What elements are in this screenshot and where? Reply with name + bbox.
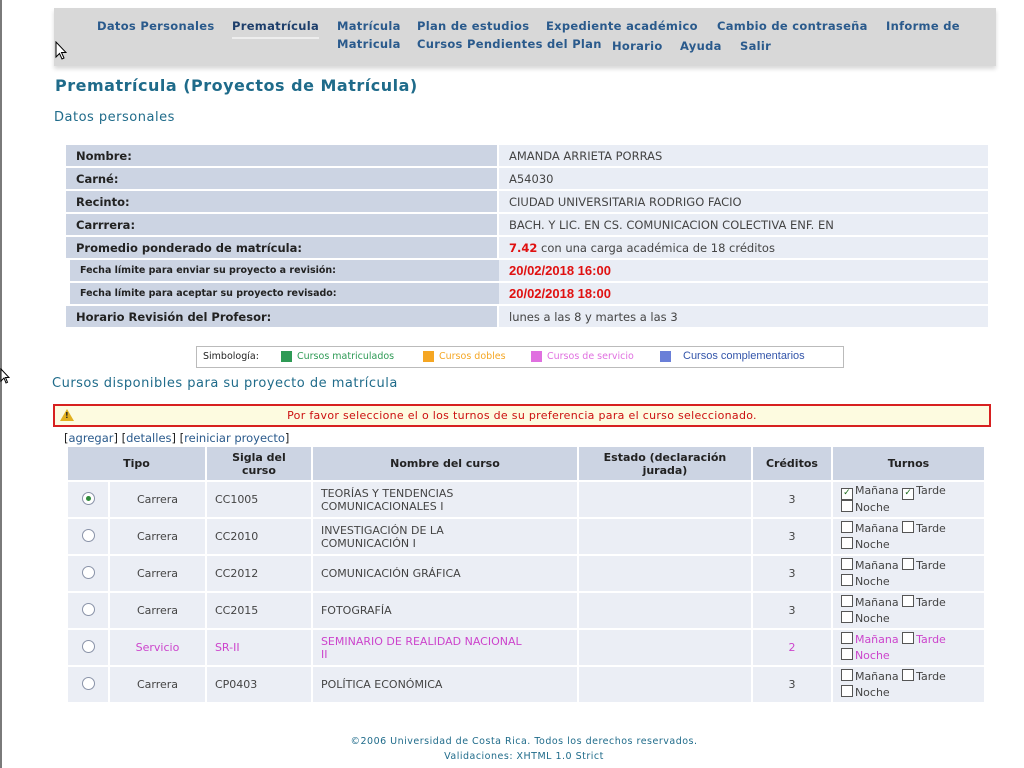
value-carrera: BACH. Y LIC. EN CS. COMUNICACION COLECTIVA ENF. EN [499,214,988,235]
header-estado [579,447,751,480]
turno-tarde-checkbox[interactable] [902,521,914,533]
promedio-number: 7.42 [509,240,538,255]
swatch-dobles [423,351,434,362]
label-carrera: Carrrera: [66,214,499,235]
value-promedio [499,237,988,258]
value-horario: lunes a las 8 y martes a las 3 [499,306,988,327]
course-actions: [agregar] [detalles] [reiniciar proyecto] [64,431,290,445]
course-creditos: 3 [753,519,831,554]
course-tipo: Carrera [110,556,205,591]
course-nombre-2: COMUNICACIÓN I [320,536,416,550]
label-fecha-acepta: Fecha límite para aceptar su proyecto revisado: [66,283,499,304]
label-promedio: Promedio ponderado de matrícula: [66,237,499,258]
course-sigla: CC2012 [207,556,311,591]
turno-noche-label: Noche [854,574,890,588]
warning-banner [53,404,991,427]
label-recinto: Recinto: [66,191,499,212]
row-fecha-acepta [66,283,988,304]
personal-heading: Datos personales [54,110,175,125]
agregar-link[interactable]: agregar [68,431,114,445]
course-radio-cell [68,593,108,628]
table-row [68,667,984,702]
turno-noche-checkbox[interactable] [841,574,853,586]
turno-manana-checkbox[interactable] [841,632,853,644]
course-radio[interactable] [82,677,95,690]
course-nombre-1: TEORÍAS Y TENDENCIAS [320,486,454,500]
course-creditos: 3 [753,667,831,702]
course-nombre: COMUNICACIÓN GRÁFICA [313,556,577,591]
course-nombre [313,630,577,665]
turno-manana-checkbox[interactable] [841,595,853,607]
course-estado [579,519,751,554]
course-estado [579,630,751,665]
course-tipo: Carrera [110,519,205,554]
nav-informe-matricula-2[interactable]: Matricula [337,37,401,51]
turno-tarde-label: Tarde [916,669,946,683]
reiniciar-link[interactable]: reiniciar proyecto [184,431,285,445]
turno-manana-label: Mañana [854,595,899,609]
turno-manana-checkbox[interactable] [841,669,853,681]
nav-datos-personales[interactable]: Datos Personales [97,19,215,33]
course-nombre-1: SEMINARIO DE REALIDAD NACIONAL [320,634,522,648]
table-row [68,593,984,628]
course-tipo: Carrera [110,482,205,517]
footer-validaciones[interactable]: Validaciones: XHTML 1.0 Strict [444,751,604,762]
detalles-link[interactable]: detalles [126,431,172,445]
course-radio[interactable] [82,492,95,505]
row-horario [66,306,988,327]
table-row [68,556,984,591]
course-nombre: POLÍTICA ECONÓMICA [313,667,577,702]
label-fecha-envio: Fecha límite para enviar su proyecto a revisión: [66,260,499,281]
nav-cambio-contrasena[interactable]: Cambio de contraseña [717,19,868,33]
courses-heading: Cursos disponibles para su proyecto de matrícula [52,376,398,391]
label-carne: Carné: [66,168,499,189]
swatch-matriculados [281,351,292,362]
course-radio[interactable] [82,566,95,579]
turno-tarde-checkbox[interactable] [902,669,914,681]
nav-horario[interactable]: Horario [612,39,663,53]
nav-informe-matricula[interactable]: Informe de [886,19,960,33]
course-sigla: CP0403 [207,667,311,702]
course-turnos [833,482,984,517]
legend-matriculados: Cursos matriculados [297,351,395,362]
table-row [68,630,984,665]
window-edge [0,0,2,768]
course-radio-cell [68,630,108,665]
legend-complementarios: Cursos complementarios [683,350,805,362]
legend [196,346,844,368]
turno-noche-checkbox[interactable] [841,500,853,512]
turno-noche-checkbox[interactable] [841,648,853,660]
footer-copyright: ©2006 Universidad de Costa Rica. Todos los derechos reservados. [350,736,698,747]
header-sigla [207,447,311,480]
value-fecha-acepta: 20/02/2018 18:00 [499,283,988,304]
course-creditos: 3 [753,593,831,628]
header-turnos: Turnos [833,447,984,480]
course-nombre-1: INVESTIGACIÓN DE LA [320,523,444,537]
course-tipo: Carrera [110,667,205,702]
row-fecha-envio [66,260,988,281]
swatch-servicio [531,351,542,362]
value-nombre: AMANDA ARRIETA PORRAS [499,145,988,166]
nav-prematricula[interactable]: Prematrícula [232,19,319,39]
course-radio[interactable] [82,603,95,616]
nav-expediente[interactable]: Expediente académico [546,19,698,33]
turno-tarde-checkbox[interactable] [902,632,914,644]
course-radio-cell [68,482,108,517]
row-nombre [66,145,988,166]
header-tipo: Tipo [68,447,205,480]
nav-cursos-pendientes[interactable]: Cursos Pendientes del Plan [417,37,602,51]
nav-matricula[interactable]: Matrícula [337,19,401,33]
course-turnos [833,630,984,665]
nav-salir[interactable]: Salir [740,39,772,53]
course-nombre-2: II [320,647,328,661]
row-recinto [66,191,988,212]
course-nombre: FOTOGRAFÍA [313,593,577,628]
course-estado [579,593,751,628]
turno-manana-checkbox[interactable]: ✓ [841,488,853,500]
turno-noche-checkbox[interactable] [841,685,853,697]
turno-noche-label: Noche [854,685,890,699]
mouse-cursor-icon-secondary [0,368,10,384]
turno-noche-label: Noche [854,611,890,625]
course-radio-cell [68,667,108,702]
turno-noche-checkbox[interactable] [841,537,853,549]
turno-tarde-label: Tarde [916,521,946,535]
turno-noche-label: Noche [854,648,890,662]
turno-manana-label: Mañana [854,632,899,646]
course-nombre-2: COMUNICACIONALES I [320,499,444,513]
row-promedio [66,237,988,258]
turno-noche-label: Noche [854,501,890,514]
course-creditos: 3 [753,556,831,591]
course-creditos: 2 [753,630,831,665]
nav-plan-estudios[interactable]: Plan de estudios [417,19,530,33]
top-nav [54,8,996,66]
legend-label: Simbología: [203,351,259,362]
turno-tarde-label: Tarde [916,595,946,609]
course-radio[interactable] [82,640,95,653]
turno-tarde-label: Tarde [916,632,946,646]
warning-icon: ! [60,409,74,421]
swatch-complementarios [660,351,671,362]
table-row [68,519,984,554]
course-nombre [313,519,577,554]
page-title: Prematrícula (Proyectos de Matrícula) [55,76,418,95]
legend-dobles: Cursos dobles [439,351,506,362]
turno-tarde-checkbox[interactable] [902,558,914,570]
row-carrera [66,214,988,235]
turno-noche-label: Noche [854,537,890,551]
course-sigla: CC1005 [207,482,311,517]
course-tipo: Servicio [110,630,205,665]
course-estado [579,667,751,702]
header-sigla-1: Sigla del [232,450,286,464]
nav-ayuda[interactable]: Ayuda [680,39,722,53]
legend-servicio: Cursos de servicio [547,351,634,362]
course-radio-cell [68,556,108,591]
header-creditos: Créditos [753,447,831,480]
course-radio[interactable] [82,529,95,542]
courses-table [66,445,986,704]
course-sigla: SR-II [207,630,311,665]
course-turnos [833,519,984,554]
course-sigla: CC2015 [207,593,311,628]
course-sigla: CC2010 [207,519,311,554]
mouse-cursor-icon [55,41,67,61]
value-recinto: CIUDAD UNIVERSITARIA RODRIGO FACIO [499,191,988,212]
turno-manana-checkbox[interactable] [841,521,853,533]
course-creditos: 3 [753,482,831,517]
header-nombre: Nombre del curso [313,447,577,480]
course-turnos [833,593,984,628]
label-nombre: Nombre: [66,145,499,166]
table-row [68,482,984,517]
turno-tarde-label: Tarde [916,484,946,497]
label-horario: Horario Revisión del Profesor: [66,306,499,327]
turno-tarde-label: Tarde [916,558,946,572]
header-estado-2: jurada) [642,463,688,477]
turno-tarde-checkbox[interactable] [902,595,914,607]
turno-manana-label: Mañana [854,484,899,497]
turno-tarde-checkbox[interactable]: ✓ [902,488,914,500]
turno-manana-checkbox[interactable] [841,558,853,570]
turno-noche-checkbox[interactable] [841,611,853,623]
row-carne [66,168,988,189]
promedio-carga: con una carga académica de 18 créditos [541,240,775,255]
turno-manana-label: Mañana [854,521,899,535]
course-radio-cell [68,519,108,554]
header-sigla-2: curso [242,463,276,477]
course-nombre [313,482,577,517]
course-tipo: Carrera [110,593,205,628]
warning-text: Por favor seleccione el o los turnos de su preferencia para el curso seleccionado. [287,409,757,422]
header-estado-1: Estado (declaración [603,450,727,464]
course-estado [579,482,751,517]
course-estado [579,556,751,591]
turno-manana-label: Mañana [854,669,899,683]
value-fecha-envio: 20/02/2018 16:00 [499,260,988,281]
value-carne: A54030 [499,168,988,189]
personal-table [66,143,988,329]
courses-header-row [68,447,984,480]
course-turnos [833,667,984,702]
turno-manana-label: Mañana [854,558,899,572]
course-turnos [833,556,984,591]
